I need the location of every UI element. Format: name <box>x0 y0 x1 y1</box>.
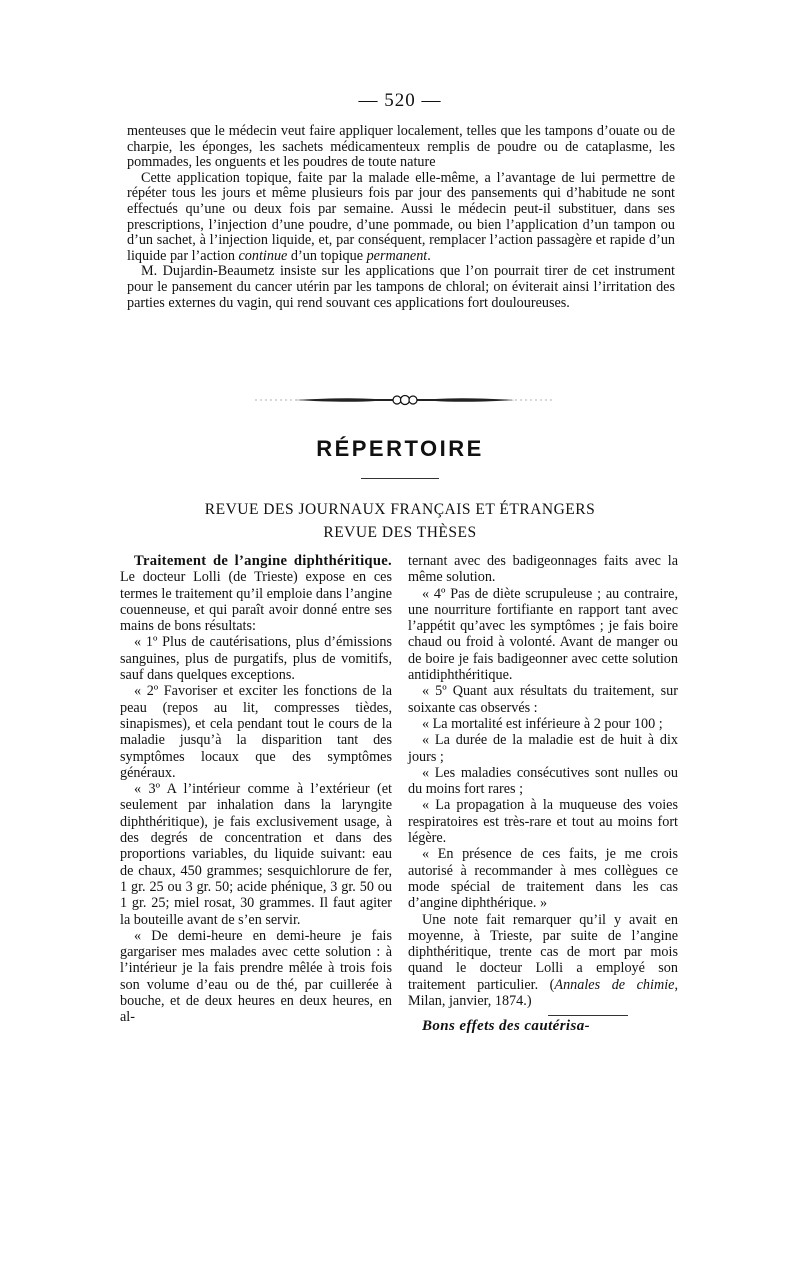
paragraph-text: . <box>427 247 431 264</box>
divider <box>361 478 439 479</box>
right-column <box>408 553 678 1035</box>
note-paragraph <box>408 912 678 1010</box>
paragraph: « 4º Pas de diète scrupuleuse ; au contraire, une nourriture fortifiante en rapport tant avec l’appétit qu’avec les symptômes ; je fais boire chaud ou froid à volonté. Avant de manger ou de boire je fais badigeonner avec cette solution antidiphthéritique. <box>408 585 678 684</box>
paragraph: ternant avec des badigeonnages faits avec la même solution. <box>408 553 678 586</box>
section-title: RÉPERTOIRE <box>316 436 484 461</box>
left-column <box>120 553 392 1026</box>
paragraph: « 3º A l’intérieur comme à l’extérieur (et seulement par inhalation dans la laryngite diphthéritique), je fais exclusivement usage, à des degrés de concentration et dans des proportions variables, du liquide suivant: eau de chaux, 450 grammes; sesquichlorure de fer, 1 gr. 25 ou 3 gr. 50; acide phénique, 3 gr. 50 ou 1 gr. 25; miel rosat, 30 grammes. Il faut agiter la bouteille avant de s’en servir. <box>120 781 392 928</box>
ornament-divider <box>255 393 555 407</box>
italic-word: continue <box>238 247 288 264</box>
italic-word: permanent <box>366 247 428 264</box>
paragraph: « La mortalité est inférieure à 2 pour 100 ; <box>422 715 663 732</box>
paragraph: « La durée de la maladie est de huit à dix jours ; <box>408 732 678 765</box>
paragraph: « La propagation à la muqueuse des voies respiratoires est très-rare et tout au moins fort légère. <box>408 797 678 847</box>
article-title: Traitement de l’angine diphthéritique. <box>134 553 392 569</box>
paragraph: « De demi-heure en demi-heure je fais gargariser mes malades avec cette solution : à l’intérieur je la fais prendre mêlée à trois fois son volume d’eau ou de thé, par cuillerée à bouche, et de deux heures en deux heures, en al- <box>120 927 392 1026</box>
paragraph: menteuses que le médecin veut faire appliquer localement, telles que les tampons d’ouate ou de charpie, les éponges, les sachets médicamenteux remplis de poudre ou de cataplasme, les pommades, les onguents et les poudres de toute nature <box>127 123 675 171</box>
paragraph: M. Dujardin-Beaumetz insiste sur les applications que l’on pourrait tirer de cet instrument pour le pansement du cancer utérin par les tampons de chloral; on éviterait ainsi l’irritation des parties externes du vagin, qui rend souvant ces applications fort douloureuses. <box>127 263 675 311</box>
paragraph <box>127 171 675 265</box>
article-lead <box>120 553 392 634</box>
page-number: — 520 — <box>358 90 442 111</box>
paragraph-text: Cette application topique, faite par la malade elle-même, a l’avantage de lui permettre de répéter tous les jours et même plusieurs fois par jour des pansements qui d’habitude ne sont effectués qu’une ou deux fois par semaine. Aussi le médecin peut-il substituer, dans ses prescriptions, l’injection d’une poudre, d’une pommade, ou bien l’application d’un tampon ou d’un sachet, à l’injection liquide, et, par conséquent, remplacer l’action passagère et rapide d’un liquide par l’action <box>127 169 675 264</box>
paragraph-text: d’un topique <box>287 247 367 264</box>
divider <box>548 1015 628 1016</box>
note-end: , Milan, janvier, 1874.) <box>408 976 679 1010</box>
next-article-title: Bons effets des cautérisa- <box>422 1018 591 1035</box>
paragraph: « Les maladies consécutives sont nulles ou du moins fort rares ; <box>408 764 678 798</box>
paragraph: « En présence de ces faits, je me crois autorisé à recommander à mes collègues ce mode spécial de traitement dans les cas d’angine diphthérique. » <box>408 846 678 912</box>
journal-citation: Annales de chimie <box>554 976 675 993</box>
subtitle-journals: REVUE DES JOURNAUX FRANÇAIS ET ÉTRANGERS <box>204 501 596 518</box>
paragraph: « 1º Plus de cautérisations, plus d’émissions sanguines, plus de purgatifs, plus de vomitifs, sauf dans quelques exceptions. <box>120 634 392 684</box>
top-text-block <box>127 124 675 311</box>
note-text: Une note fait remarquer qu’il y avait en moyenne, à Trieste, par suite de l’angine diphthéritique, trente cas de mort par mois quand le docteur Lolli a employé son traitement particulier. ( <box>408 911 678 993</box>
paragraph: « 2º Favoriser et exciter les fonctions de la peau (repos au lit, compresses tièdes, sinapismes), et cela pendant tout le cours de la maladie jusqu’à la disparition tant des symptômes locaux que des symptômes généraux. <box>120 683 392 781</box>
subtitle-theses: REVUE DES THÈSES <box>323 524 477 541</box>
article-lead-text: Le docteur Lolli (de Trieste) expose en ces termes le traitement qu’il emploie dans l’angine couenneuse, et qui paraît avoir donné entre ses mains de bons résultats: <box>120 569 392 635</box>
paragraph: « 5º Quant aux résultats du traitement, sur soixante cas observés : <box>408 683 678 716</box>
